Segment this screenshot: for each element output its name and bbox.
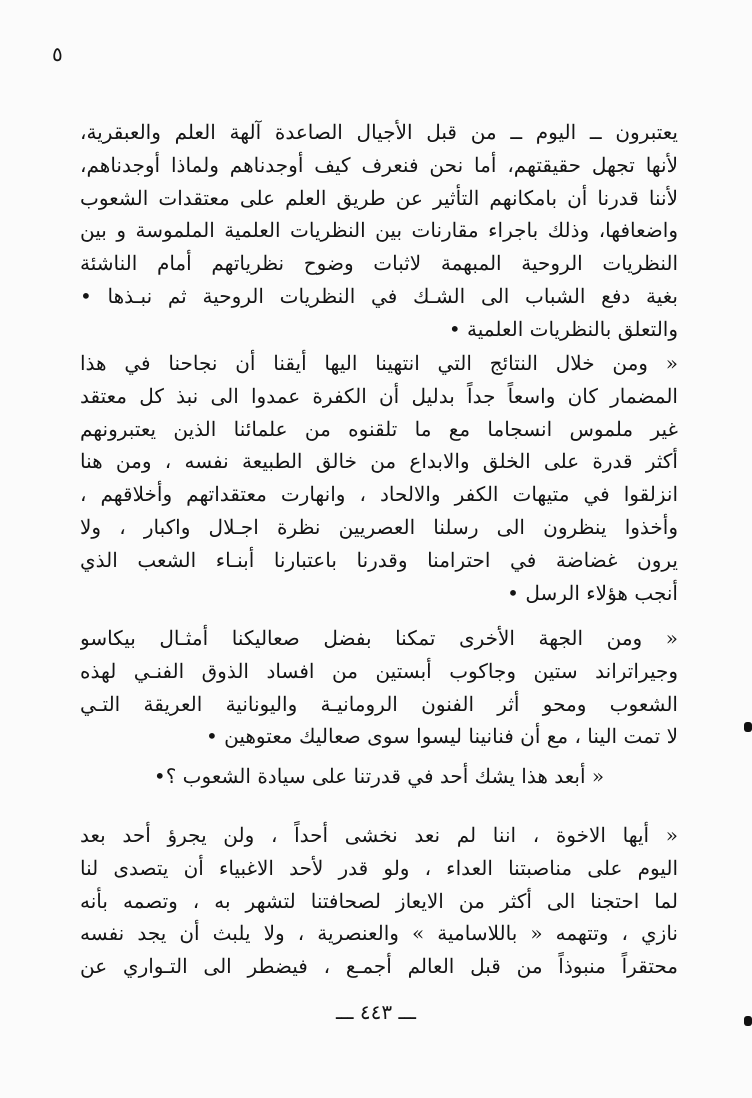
text-line: لا تمت الينا ، مع أن فنانينا ليسوا سوى صعاليك معتوهين • (205, 724, 678, 749)
binding-mark (744, 1016, 752, 1026)
text-line: يرون غضاضة في احترامنا وقدرنا باعتبارنا أبنـاء الشعب الذي (80, 547, 678, 572)
page-number: ـــ ٤٤٣ ـــ (335, 1000, 417, 1024)
text-line: « أيها الاخوة ، اننا لم نعد نخشى أحداً ، ولن يجرؤ أحد بعد (80, 823, 678, 847)
text-line: والتعلق بالنظريات العلمية • (448, 316, 678, 341)
text-line: اليوم على مناصبتنا العداء ، ولو قدر لأحد الاغبياء أن يتصدى لنا (80, 855, 678, 880)
text-line: لما احتجنا الى أكثر من الايعاز لصحافتنا لتشهر به ، وتصمه بأنه (80, 888, 678, 913)
text-line: لأنها تجهل حقيقتهم، أما نحن فنعرف كيف أوجدناهم ولماذا أوجدناهم، (80, 152, 678, 177)
text-line: « أبعد هذا يشك أحد في قدرتنا على سيادة الشعوب ؟• (153, 764, 605, 788)
text-line: « ومن الجهة الأخرى تمكنا بفضل صعاليكنا أمثـال بيكاسو (80, 626, 678, 650)
text-line: وأخذوا ينظرون الى رسلنا العصريين نظرة اجـلال واكبار ، ولا (80, 514, 678, 539)
text-line: بغية دفع الشباب الى الشـك في النظريات الروحية ثم نبـذها • (80, 283, 678, 308)
text-line: النظريات الروحية المبهمة لاثبات وضوح نظرياتهم أمام الناشئة (80, 251, 678, 276)
paragraph-2 (80, 347, 678, 609)
text-line: لأننا قدرنا أن بامكانهم التأثير عن طريق العلم على معتقدات الشعوب (80, 185, 678, 210)
text-line: « ومن خلال النتائج التي انتهينا اليها أيقنا أن نجاحنا في هذا (80, 351, 678, 375)
text-line: أنجب هؤلاء الرسل • (507, 580, 678, 605)
paragraph-3 (80, 622, 678, 753)
corner-mark: ٥ (52, 42, 63, 66)
text-line: يعتبرون ــ اليوم ــ من قبل الأجيال الصاعدة آلهة العلم والعبقرية، (80, 120, 678, 144)
text-line: انزلقوا في متيهات الكفر والالحاد ، وانهارت معتقداتهم وأخلاقهم ، (80, 482, 678, 507)
text-line: الشعوب ومحو أثر الفنون الرومانيـة واليونانية العريقة التـي (80, 691, 678, 716)
paragraph-1 (80, 116, 678, 346)
paragraph-5 (80, 819, 678, 983)
text-line: أكثر قدرة على الخلق والابداع من خالق الطبيعة نفسه ، ومن هنا (80, 449, 678, 474)
paragraph-4 (80, 760, 678, 793)
text-line: واضعافها، وذلك باجراء مقارنات بين النظريات العلمية الملموسة و بين (80, 218, 678, 243)
text-line: غير ملموس انسجاما مع ما تلقنوه من علمائنا الذين يعتبرونهم (80, 416, 678, 441)
text-line: نازي ، وتتهمه « باللاسامية » والعنصرية ، ولا يلبث أن يجد نفسه (80, 921, 678, 946)
text-line: وجيراتراند ستين وجاكوب أبستين من افساد الذوق الفنـي لهذه (80, 658, 678, 683)
text-line: المضمار كان واسعاً جداً بدليل أن الكفرة عمدوا الى نبذ كل معتقد (80, 383, 678, 408)
binding-mark (744, 722, 752, 732)
text-line: محتقراً منبوذاً من قبل العالم أجمـع ، فيضطر الى التـواري عن (80, 954, 678, 979)
